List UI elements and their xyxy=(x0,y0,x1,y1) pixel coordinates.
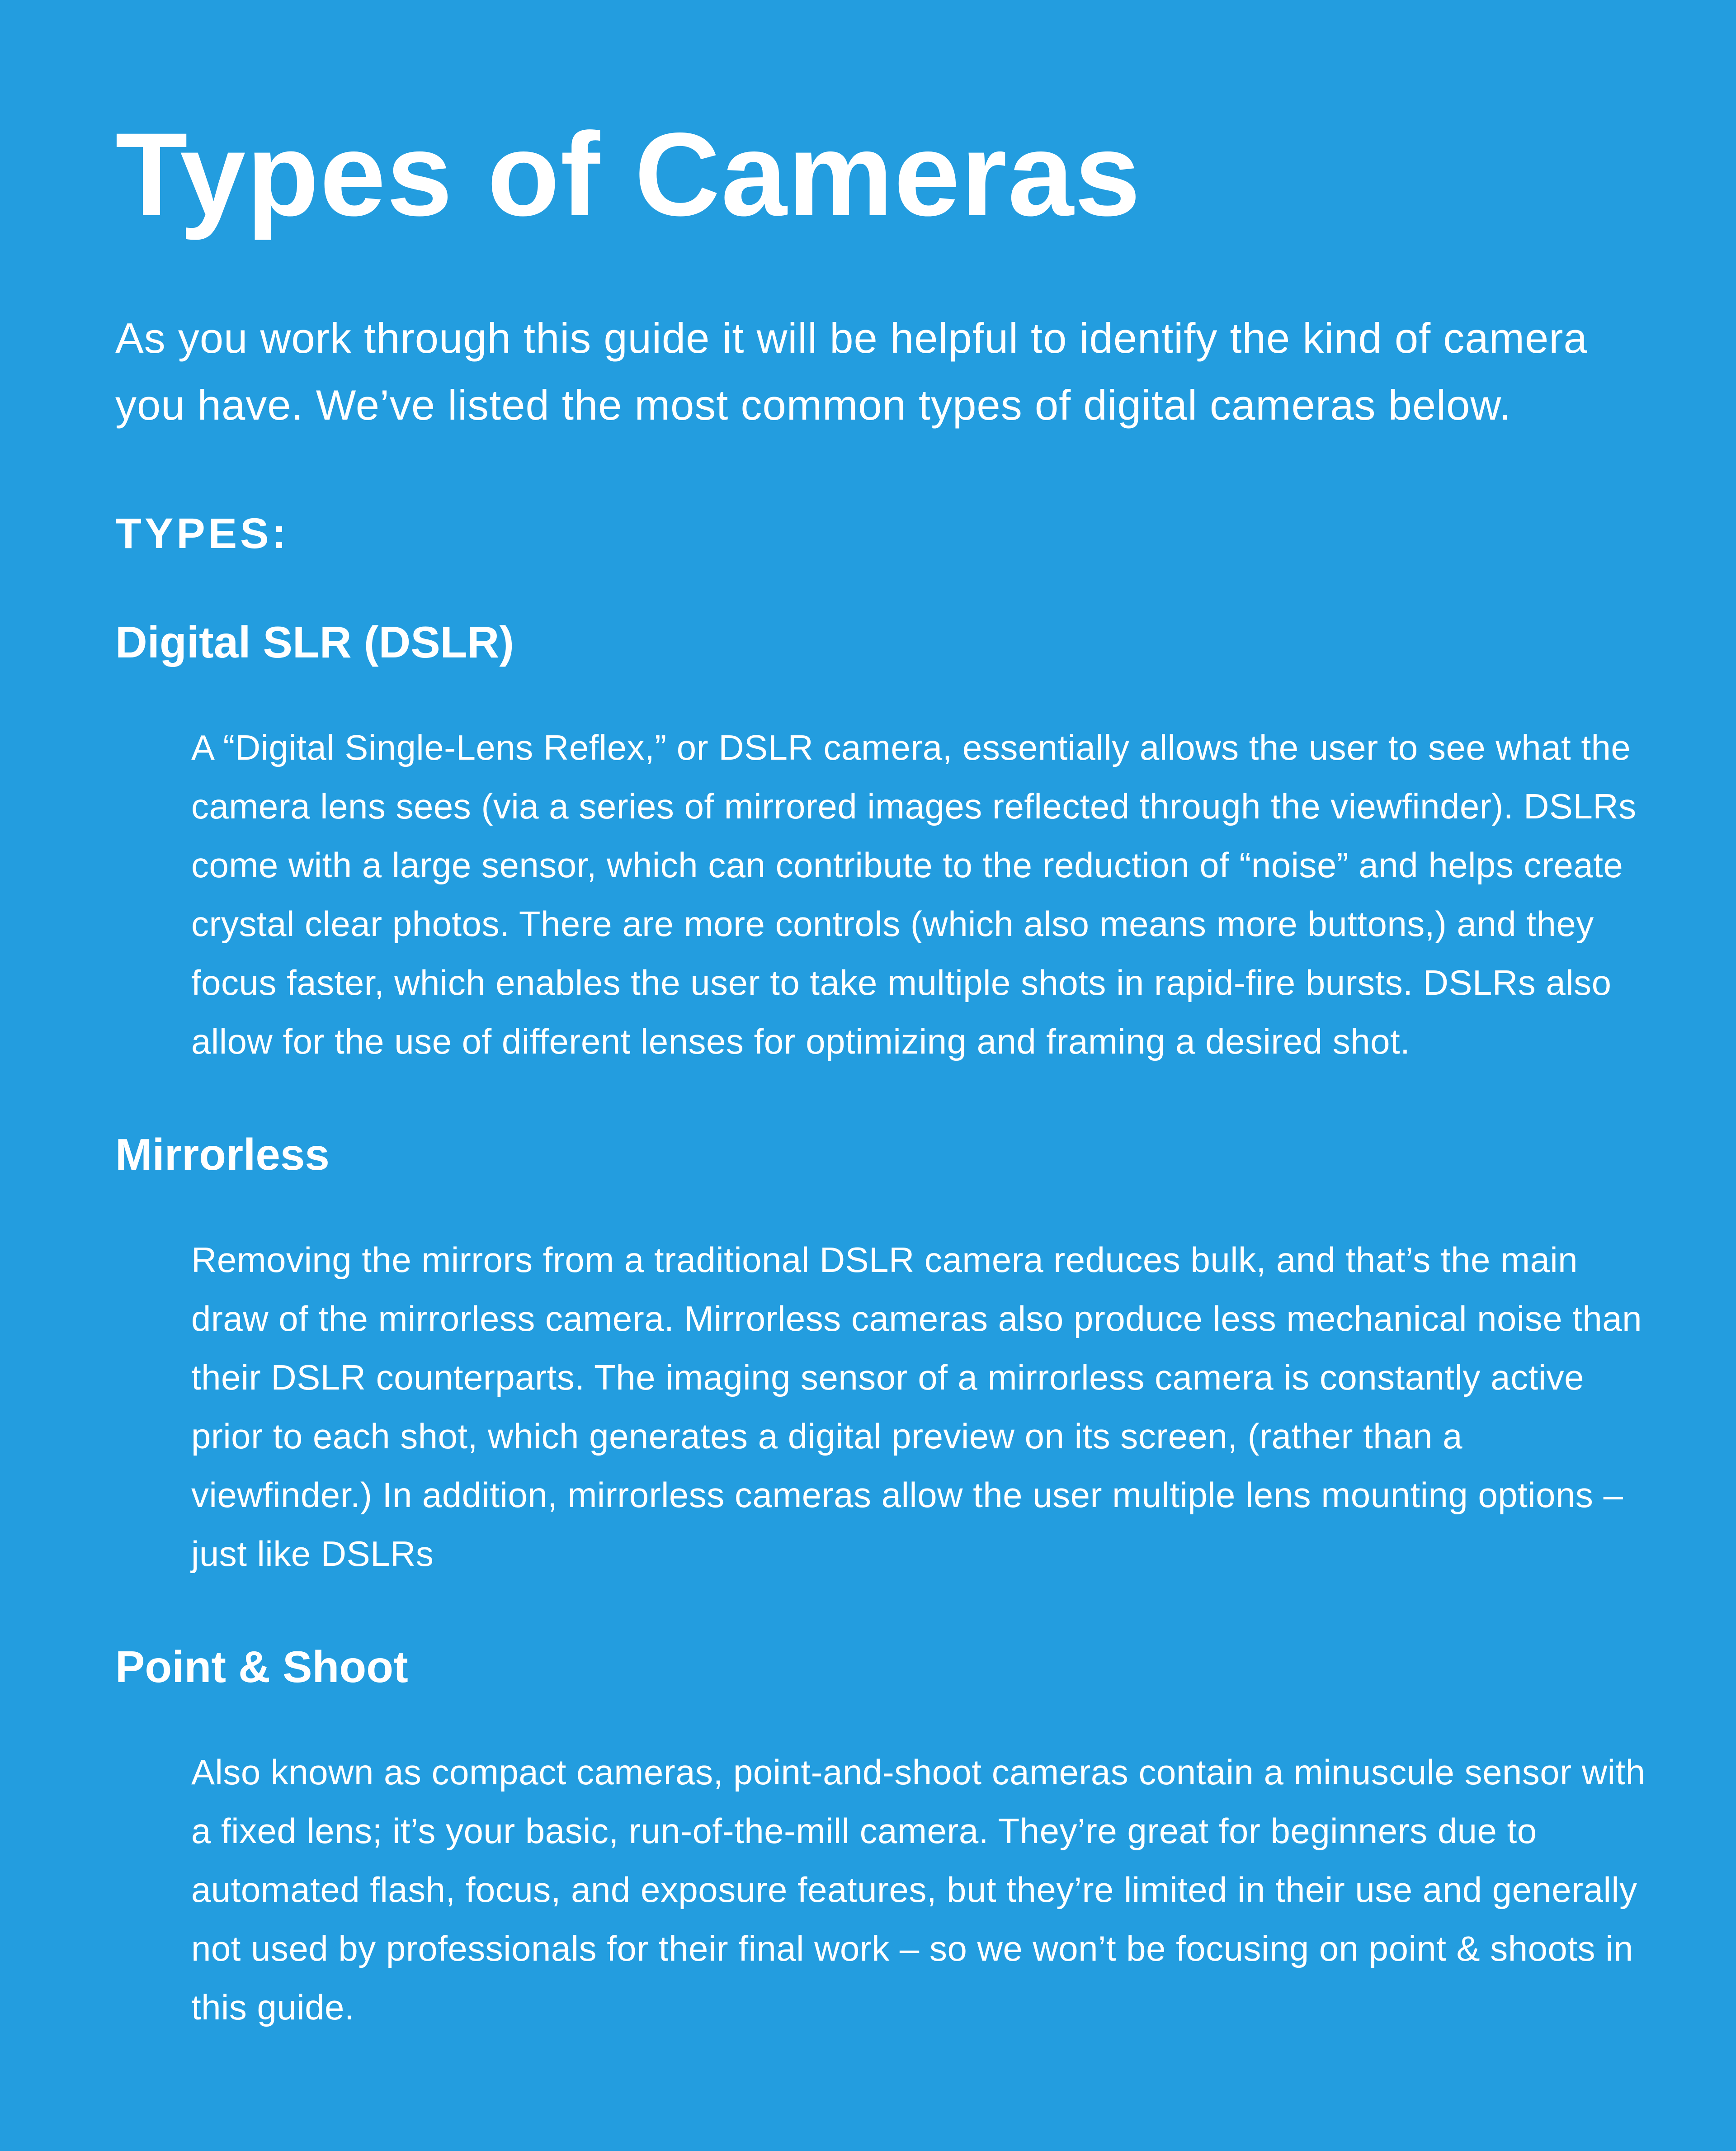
section-body-mirrorless: Removing the mirrors from a traditional DSLR camera reduces bulk, and that’s the main draw of the mirrorless camera. Mirrorless cameras also produce less mechanical noise than their DSLR counterparts. The imaging sensor of a mirrorless camera is constantly active prior to each shot, which generates a digital preview on its screen, (rather than a viewfinder.) In addition, mirrorless cameras allow the user multiple lens mounting options – just like DSLRs xyxy=(191,1240,1642,1574)
section-heading-dslr: Digital SLR (DSLR) xyxy=(115,617,514,667)
page-title: Types of Cameras xyxy=(115,108,1142,241)
types-label: TYPES: xyxy=(115,510,290,558)
section-body-dslr: A “Digital Single-Lens Reflex,” or DSLR camera, essentially allows the user to see what the camera lens sees (via a series of mirrored images reflected through the viewfinder). DSLRs come with a large sensor, which can contribute to the reduction of “noise” and helps create crystal clear photos. There are more controls (which also means more buttons,) and they focus faster, which enables the user to take multiple shots in rapid-fire bursts. DSLRs also allow for the use of different lenses for optimizing and framing a desired shot. xyxy=(191,728,1637,1061)
section-heading-point-and-shoot: Point & Shoot xyxy=(115,1642,408,1692)
intro-paragraph: As you work through this guide it will be helpful to identify the kind of camera you have. We’ve listed the most common types of digital cameras below. xyxy=(115,314,1588,429)
section-heading-mirrorless: Mirrorless xyxy=(115,1130,330,1179)
section-body-point-and-shoot: Also known as compact cameras, point-and-shoot cameras contain a minuscule sensor with a fixed lens; it’s your basic, run-of-the-mill camera. They’re great for beginners due to automated flash, focus, and exposure features, but they’re limited in their use and generally not used by professionals for their final work – so we won’t be focusing on point & shoots in this guide. xyxy=(191,1752,1646,2027)
